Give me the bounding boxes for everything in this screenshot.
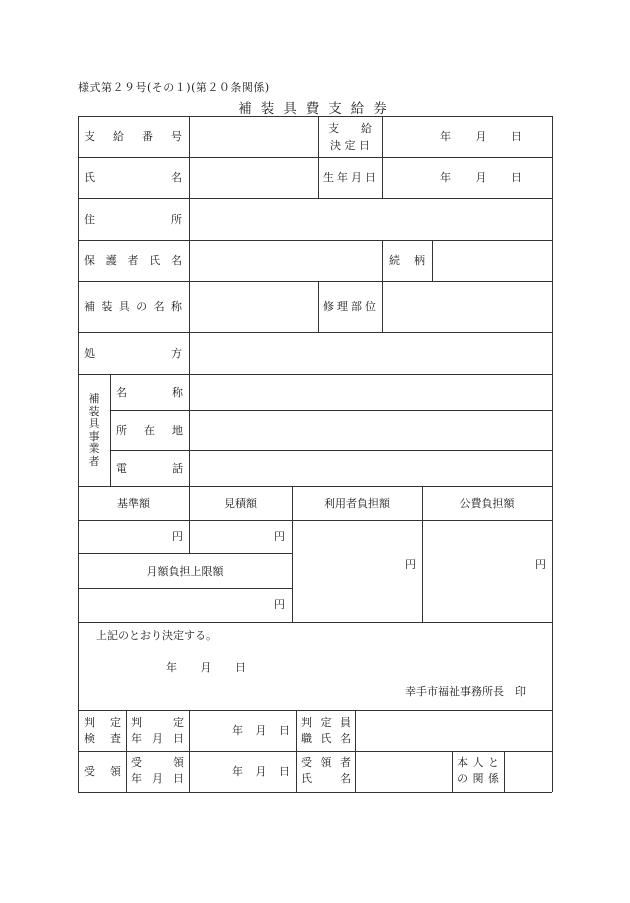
label-char: 名 — [171, 171, 182, 184]
label-char: 給 — [113, 130, 124, 143]
label-char: 名 — [340, 772, 351, 785]
label-char: 氏 — [84, 171, 95, 184]
year-label: 年 — [232, 724, 243, 737]
check-date-label-line1 — [131, 717, 184, 728]
decision-issue-date[interactable] — [166, 662, 246, 673]
month-label: 月 — [475, 171, 487, 184]
officer-label-line1 — [301, 717, 351, 728]
month-label: 月 — [255, 724, 267, 737]
form-code: 様式第２９号(その１)(第２０条関係) — [78, 81, 270, 94]
label-char: 氏 — [149, 254, 161, 267]
label-char: の — [136, 300, 148, 313]
month-label: 月 — [200, 661, 212, 674]
label-char: 判 — [84, 716, 95, 729]
check-date-label — [131, 717, 184, 744]
label-char: 受 — [84, 765, 95, 778]
label-char: 事 — [88, 429, 100, 443]
vendor-address-label — [116, 425, 183, 436]
recipient-label-line2 — [301, 773, 351, 784]
v-line — [78, 116, 79, 792]
label-char: 話 — [172, 462, 183, 475]
number-label — [84, 131, 182, 142]
v-line — [296, 710, 297, 792]
issuer-seal: 幸手市福祉事務所長 印 — [405, 685, 526, 698]
h-line — [78, 374, 552, 375]
label-char: 年 — [131, 732, 142, 745]
h-line — [78, 710, 552, 711]
birth-date-label — [323, 172, 376, 183]
label-char: 補 — [88, 392, 100, 405]
label-char: 受 — [301, 756, 312, 769]
label-char: 部 — [351, 300, 362, 313]
day-label: 日 — [511, 130, 522, 143]
recipient-label — [301, 757, 351, 784]
label-char: 具 — [88, 417, 100, 431]
label-char: 地 — [172, 424, 183, 437]
month-label: 月 — [255, 765, 267, 778]
label-char: 判 — [301, 716, 312, 729]
monthly-cap-label: 月額負担上限額 — [146, 565, 224, 578]
label-char: 本 — [457, 756, 468, 769]
v-line — [355, 710, 356, 792]
user-share-yen: 円 — [405, 558, 416, 571]
year-label: 年 — [440, 130, 451, 143]
relation-label — [389, 255, 425, 266]
vendor-name-label — [116, 387, 183, 398]
v-line — [382, 116, 383, 198]
decision-text: 上記のとおり決定する。 — [96, 629, 217, 642]
base-amount-yen: 円 — [172, 530, 183, 543]
label-char: 者 — [127, 254, 139, 267]
v-line — [318, 281, 319, 332]
label-char: 月 — [152, 732, 163, 745]
label-char: 日 — [173, 772, 184, 785]
user-share-header: 利用者負担額 — [324, 497, 390, 510]
label-char: 領 — [173, 756, 184, 769]
v-line — [452, 751, 453, 792]
v-line — [432, 240, 433, 281]
label-char: 月 — [152, 772, 163, 785]
decision-date-label — [322, 123, 378, 151]
recipient-label-line1 — [301, 757, 351, 768]
check-label — [84, 717, 121, 744]
receipt-date-field[interactable] — [232, 766, 290, 777]
label-char: 装 — [101, 300, 113, 313]
h-line — [78, 553, 292, 554]
label-char: 位 — [365, 300, 376, 313]
officer-label-line2 — [301, 733, 351, 744]
birth-date-field[interactable] — [440, 172, 522, 183]
check-label-line2 — [84, 733, 121, 744]
estimate-amount-yen: 円 — [274, 530, 285, 543]
label-char: 番 — [142, 130, 153, 143]
year-label: 年 — [166, 661, 177, 674]
label-char: 月 — [351, 171, 362, 184]
label-char: 電 — [116, 462, 127, 475]
label-char: 住 — [84, 213, 95, 226]
h-line — [78, 792, 552, 793]
relation-to-self-line1 — [457, 757, 499, 768]
v-line — [318, 116, 319, 198]
h-line — [78, 157, 552, 158]
check-date-field[interactable] — [232, 725, 290, 736]
h-line — [78, 281, 552, 282]
prescription-label — [84, 348, 182, 359]
public-share-header: 公費負担額 — [459, 497, 515, 510]
label-char: 理 — [337, 300, 348, 313]
label-char: 査 — [110, 732, 121, 745]
label-char: 者 — [88, 454, 100, 468]
receipt-date-label — [131, 757, 184, 784]
address-label — [84, 214, 182, 225]
v-line — [382, 281, 383, 332]
label-char: 補 — [84, 300, 95, 313]
label-char: 氏 — [301, 772, 312, 785]
label-char: 護 — [105, 254, 117, 267]
check-date-label-line2 — [131, 733, 184, 744]
label-char: 具 — [118, 300, 130, 313]
label-char: 定 — [173, 716, 184, 729]
label-char: 員 — [340, 716, 351, 729]
label-char: 定 — [110, 716, 121, 729]
h-line — [78, 751, 552, 752]
label-char: 定 — [320, 716, 332, 729]
day-label: 日 — [279, 765, 290, 778]
year-label: 年 — [440, 171, 451, 184]
v-line — [382, 240, 383, 281]
v-line — [504, 751, 505, 792]
decision-date-label-line1: 支 給 — [328, 122, 372, 135]
day-label: 日 — [511, 171, 522, 184]
label-char: の — [457, 772, 468, 785]
h-line — [78, 520, 552, 521]
label-char: 日 — [173, 732, 184, 745]
label-char: 号 — [171, 130, 182, 143]
label-char: 支 — [84, 130, 95, 143]
h-line — [78, 588, 292, 589]
label-char: 係 — [488, 772, 499, 785]
label-char: 領 — [320, 756, 332, 769]
label-char: 検 — [84, 732, 95, 745]
h-line — [78, 332, 552, 333]
decision-date-field[interactable] — [440, 131, 522, 142]
label-char: と — [488, 756, 499, 769]
relation-to-self-line2 — [457, 773, 499, 784]
relation-to-self-label — [457, 757, 499, 784]
label-char: 関 — [472, 772, 484, 785]
label-char: 名 — [171, 254, 182, 267]
label-char: 装 — [88, 404, 100, 418]
check-label-line1 — [84, 717, 121, 728]
label-char: 名 — [153, 300, 165, 313]
repair-part-label — [323, 301, 376, 312]
v-line — [126, 710, 127, 792]
label-char: 生 — [323, 171, 334, 184]
label-char: 年 — [131, 772, 142, 785]
device-name-label — [84, 301, 182, 312]
v-line — [110, 374, 111, 486]
label-char: 日 — [365, 171, 376, 184]
officer-label — [301, 717, 351, 744]
label-char: 判 — [131, 716, 142, 729]
label-char: 在 — [144, 424, 155, 437]
receipt-date-label-line2 — [131, 773, 184, 784]
v-line — [189, 116, 190, 486]
label-char: 方 — [171, 347, 182, 360]
base-amount-header: 基準額 — [117, 497, 150, 510]
vendor-phone-label — [116, 463, 183, 474]
v-line — [189, 710, 190, 792]
label-char: 保 — [84, 254, 95, 267]
h-line — [78, 116, 552, 117]
h-line — [78, 622, 552, 623]
h-line — [78, 198, 552, 199]
year-label: 年 — [232, 765, 243, 778]
label-char: 氏 — [320, 732, 332, 745]
month-label: 月 — [475, 130, 487, 143]
label-char: 人 — [472, 756, 484, 769]
v-line — [189, 486, 190, 553]
receipt-label — [84, 766, 121, 777]
label-char: 領 — [110, 765, 121, 778]
label-char: 業 — [88, 442, 100, 456]
name-label — [84, 172, 182, 183]
decision-date-label-line2: 決 定 日 — [330, 139, 370, 152]
vendor-group-label — [86, 393, 102, 467]
day-label: 日 — [235, 661, 246, 674]
label-char: 柄 — [414, 254, 425, 267]
label-char: 受 — [131, 756, 142, 769]
h-line — [110, 410, 552, 411]
v-line — [552, 116, 553, 792]
label-char: 所 — [116, 424, 127, 437]
label-char: 称 — [172, 386, 183, 399]
label-char: 処 — [84, 347, 95, 360]
label-char: 年 — [337, 171, 348, 184]
receipt-date-label-line1 — [131, 757, 184, 768]
estimate-amount-header: 見積額 — [224, 497, 257, 510]
h-line — [78, 240, 552, 241]
guardian-name-label — [84, 255, 182, 266]
label-char: 所 — [171, 213, 182, 226]
day-label: 日 — [279, 724, 290, 737]
label-char: 名 — [116, 386, 127, 399]
label-char: 者 — [340, 756, 351, 769]
label-char: 修 — [323, 300, 334, 313]
h-line — [78, 486, 552, 487]
monthly-cap-yen: 円 — [274, 598, 285, 611]
public-share-yen: 円 — [535, 558, 546, 571]
label-char: 職 — [301, 732, 312, 745]
form-title: 補装具費支給券 — [238, 101, 396, 117]
label-char: 続 — [389, 254, 400, 267]
label-char: 名 — [340, 732, 351, 745]
label-char: 称 — [170, 300, 182, 313]
h-line — [110, 450, 552, 451]
